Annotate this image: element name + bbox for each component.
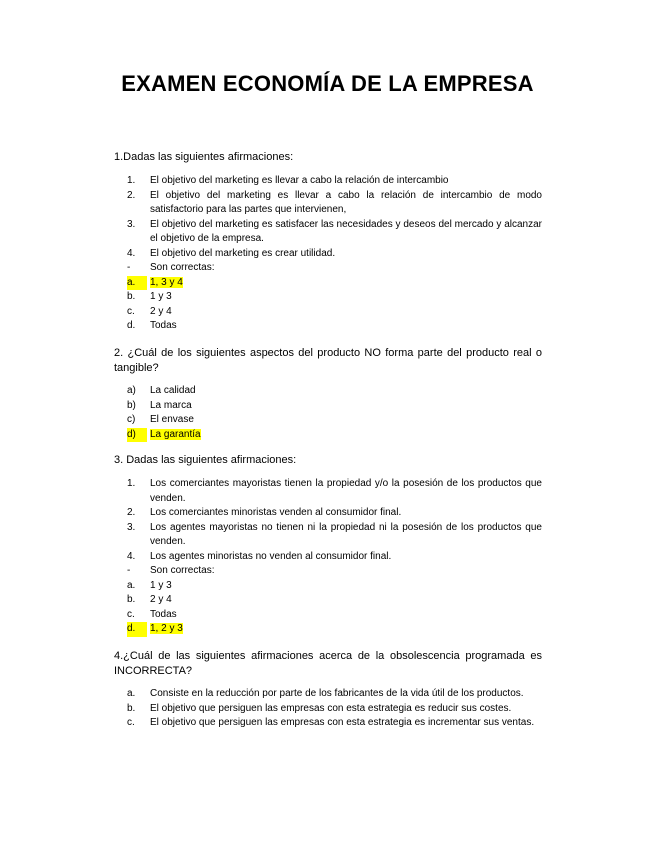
page-title: EXAMEN ECONOMÍA DE LA EMPRESA xyxy=(121,71,534,96)
question-1-list xyxy=(127,174,542,334)
answer-option: c. El objetivo que persiguen las empresas con esta estrategia es incrementar sus ventas. xyxy=(127,717,535,728)
answer-option: a. 1 y 3 xyxy=(127,579,172,591)
answer-option: b) La marca xyxy=(127,399,192,411)
list-item: 3. Los agentes mayoristas no tienen ni la propiedad ni la posesión de los productos que venden. xyxy=(127,521,542,547)
answer-option-highlighted: d. 1, 2 y 3 xyxy=(127,622,542,637)
answer-option: c. Todas xyxy=(127,608,177,620)
list-item: - Son correctas: xyxy=(127,262,215,273)
question-3-prompt: 3. Dadas las siguientes afirmaciones: xyxy=(114,454,297,466)
list-item: 4. Los agentes minoristas no venden al consumidor final. xyxy=(127,550,392,562)
list-item: 4. El objetivo del marketing es crear utilidad. xyxy=(127,247,336,259)
answer-option-highlighted: a. 1, 3 y 4 xyxy=(127,276,542,291)
question-1-prompt: 1.Dadas las siguientes afirmaciones: xyxy=(114,151,294,163)
list-item: 2. El objetivo del marketing es llevar a cabo la relación de intercambio de modo satisfactorio para las partes que intervienen, xyxy=(127,189,542,215)
answer-option: c) El envase xyxy=(127,414,194,425)
question-2-list xyxy=(127,384,542,442)
answer-option: d. Todas xyxy=(127,320,177,331)
question-2-prompt: 2. ¿Cuál de los siguientes aspectos del producto NO forma parte del producto real o tangible? xyxy=(114,347,542,374)
list-item: 1. Los comerciantes mayoristas tienen la propiedad y/o la posesión de los productos que venden. xyxy=(127,478,542,504)
answer-option: a. Consiste en la reducción por parte de los fabricantes de la vida útil de los productos. xyxy=(127,688,524,699)
answer-option: b. 2 y 4 xyxy=(127,594,172,605)
answer-option: b. El objetivo que persiguen las empresas con esta estrategia es reducir sus costes. xyxy=(127,702,512,714)
list-item: 2. Los comerciantes minoristas venden al consumidor final. xyxy=(127,507,402,518)
list-item: 3. El objetivo del marketing es satisfacer las necesidades y deseos del mercado y alcanzar el objetivo de la empresa. xyxy=(127,218,542,244)
answer-option-highlighted: d) La garantía xyxy=(127,428,542,443)
list-item: 1. El objetivo del marketing es llevar a cabo la relación de intercambio xyxy=(127,175,449,186)
question-3-list xyxy=(127,477,542,637)
answer-option: c. 2 y 4 xyxy=(127,305,172,317)
answer-option: b. 1 y 3 xyxy=(127,291,172,302)
answer-option: a) La calidad xyxy=(127,385,196,396)
question-4-prompt: 4.¿Cuál de las siguientes afirmaciones acerca de la obsolescencia programada es INCORRECTA? xyxy=(114,650,542,677)
list-item: - Son correctas: xyxy=(127,565,215,576)
question-4-list xyxy=(127,687,542,731)
